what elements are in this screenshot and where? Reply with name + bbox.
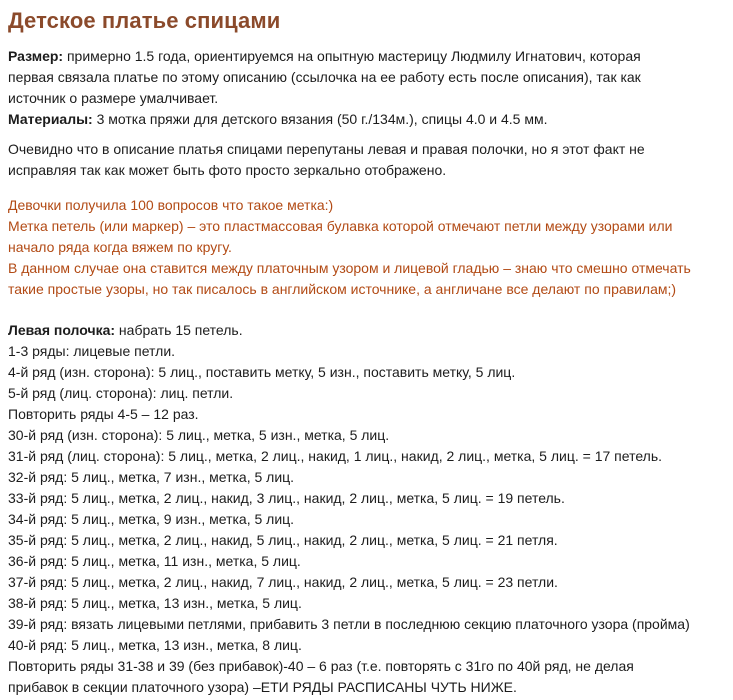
page-title: Детское платье спицами bbox=[8, 8, 281, 33]
marker-note-line-5: такие простые узоры, но так писалось в английском источнике, а англичане все делают по правилам;) bbox=[8, 281, 677, 297]
row-line: Повторить ряды 4-5 – 12 раз. bbox=[8, 406, 199, 422]
size-text-1: примерно 1.5 года, ориентируемся на опытную мастерицу Людмилу Игнатович, которая bbox=[63, 48, 641, 64]
size-line-2: первая связала платье по этому описанию (ссылочка на ее работу есть после описания), так как bbox=[8, 69, 641, 85]
marker-note-line-1: Девочки получила 100 вопросов что такое метка:) bbox=[8, 197, 334, 213]
row-line: 39-й ряд: вязать лицевыми петлями, прибавить 3 петли в последнюю секцию платочного узора (пройма) bbox=[8, 616, 690, 632]
row-line: 32-й ряд: 5 лиц., метка, 7 изн., метка, 5 лиц. bbox=[8, 469, 295, 485]
size-line-1 bbox=[8, 46, 730, 67]
row-line: 37-й ряд: 5 лиц., метка, 2 лиц., накид, 7 лиц., накид, 2 лиц., метка, 5 лиц. = 23 петли. bbox=[8, 574, 558, 590]
materials-label: Материалы: bbox=[8, 111, 93, 127]
left-front-paragraph bbox=[8, 320, 730, 698]
row-line: 31-й ряд (лиц. сторона): 5 лиц., метка, 2 лиц., накид, 1 лиц., накид, 2 лиц., метка, 5 лиц. = 17 петель. bbox=[8, 448, 663, 464]
row-line: Повторить ряды 31-38 и 39 (без прибавок)-40 – 6 раз (т.е. повторять с 31го по 40й ряд, не делая bbox=[8, 658, 634, 674]
row-line: 30-й ряд (изн. сторона): 5 лиц., метка, 5 изн., метка, 5 лиц. bbox=[8, 427, 390, 443]
marker-note-line-2: Метка петель (или маркер) – это пластмассовая булавка которой отмечают петли между узорами или bbox=[8, 218, 673, 234]
row-line: 38-й ряд: 5 лиц., метка, 13 изн., метка, 5 лиц. bbox=[8, 595, 302, 611]
row-line: 1-3 ряды: лицевые петли. bbox=[8, 343, 176, 359]
left-front-label: Левая полочка: bbox=[8, 322, 116, 338]
marker-note-line-3: начало ряда когда вяжем по кругу. bbox=[8, 239, 232, 255]
marker-note-paragraph bbox=[8, 195, 730, 300]
left-front-cast-on: набрать 15 петель. bbox=[115, 322, 243, 338]
materials-paragraph bbox=[8, 109, 730, 130]
row-line: 40-й ряд: 5 лиц., метка, 13 изн., метка, 8 лиц. bbox=[8, 637, 302, 653]
row-line: прибавок в секции платочного узора) –ЕТИ РЯДЫ РАСПИСАНЫ ЧУТЬ НИЖЕ. bbox=[8, 679, 517, 695]
row-line: 5-й ряд (лиц. сторона): лиц. петли. bbox=[8, 385, 234, 401]
left-front-heading bbox=[8, 320, 730, 341]
marker-note-line-4: В данном случае она ставится между платочным узором и лицевой гладью – знаю что смешно отмечать bbox=[8, 260, 691, 276]
note-paragraph bbox=[8, 139, 730, 181]
article bbox=[8, 0, 730, 698]
size-line-3: источник о размере умалчивает. bbox=[8, 90, 219, 106]
note-line-2: исправляя так как может быть фото просто зеркально отображено. bbox=[8, 162, 447, 178]
row-line: 35-й ряд: 5 лиц., метка, 2 лиц., накид, 5 лиц., накид, 2 лиц., метка, 5 лиц. = 21 петля. bbox=[8, 532, 558, 548]
row-line: 33-й ряд: 5 лиц., метка, 2 лиц., накид, 3 лиц., накид, 2 лиц., метка, 5 лиц. = 19 петель. bbox=[8, 490, 565, 506]
row-line: 34-й ряд: 5 лиц., метка, 9 изн., метка, 5 лиц. bbox=[8, 511, 295, 527]
size-paragraph bbox=[8, 46, 730, 109]
note-line-1: Очевидно что в описание платья спицами перепутаны левая и правая полочки, но я этот факт не bbox=[8, 141, 645, 157]
materials-text: 3 мотка пряжи для детского вязания (50 г./134м.), спицы 4.0 и 4.5 мм. bbox=[92, 111, 548, 127]
materials-line bbox=[8, 109, 730, 130]
row-line: 4-й ряд (изн. сторона): 5 лиц., поставить метку, 5 изн., поставить метку, 5 лиц. bbox=[8, 364, 516, 380]
size-label: Размер: bbox=[8, 48, 64, 64]
row-line: 36-й ряд: 5 лиц., метка, 11 изн., метка, 5 лиц. bbox=[8, 553, 301, 569]
